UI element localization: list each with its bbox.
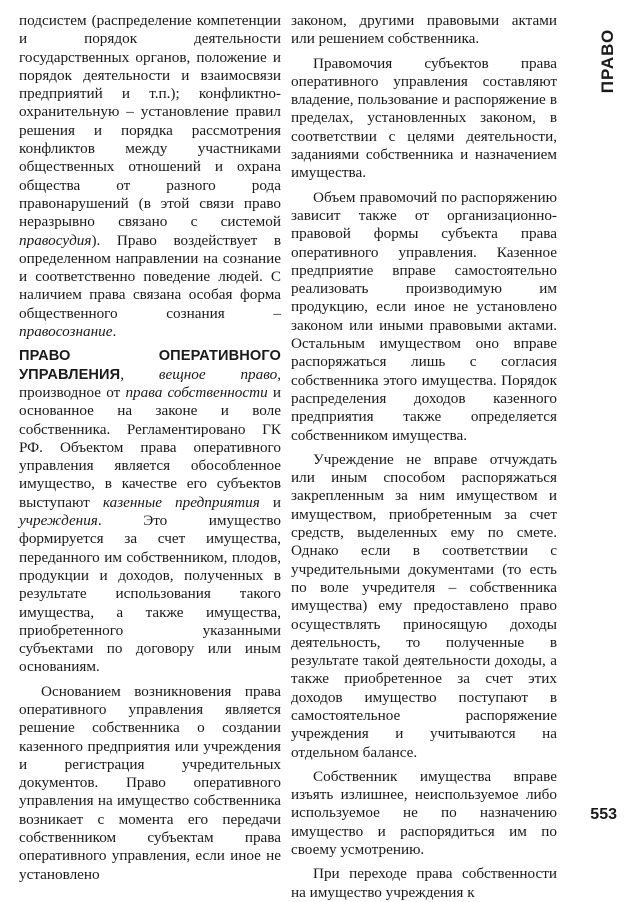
- section-label: [593, 26, 623, 96]
- cross-reference[interactable]: права собственности: [125, 383, 268, 401]
- page-number: 553: [590, 806, 617, 823]
- paragraph-text: подсистем (распределение компетенции и порядок деятельности государственных органов, положение и порядок деятельности и взаимосвязи предприятий и т.п.); конфликтно-охранительную – установление правил решения и порядка рассмотрения конфликтов между участниками общественных отношений и охрана общества от разного рода правонарушений (в этой связи право неразрывно связано с системой: [19, 12, 281, 231]
- cross-reference[interactable]: правосудия: [19, 231, 92, 249]
- entry-text: ,: [120, 365, 159, 383]
- entry-text: и основанное на законе и воле собственника. Регламентировано ГК РФ. Объектом права оперативного управления является обособленное имущество, в качестве его субъектов выступают: [19, 383, 281, 511]
- right-column: [291, 12, 557, 902]
- paragraph-continuation: [19, 12, 281, 341]
- paragraph: Основанием возникновения права оперативного управления является решение собственника о создании казенного предприятия или учреждения и регистрация учредительных документов. Право оперативного управления на имущество собственника возникает с момента его передачи собственником субъектам права оперативного управления, если иное не установлено: [19, 682, 281, 883]
- cross-reference[interactable]: казенные предприятия: [102, 493, 260, 511]
- paragraph: Учреждение не вправе отчуждать или иным способом распоряжаться закрепленным за ним имуществом и имуществом, приобретенным за счет средств, выделенных ему по смете. Однако если в соответствии с учредительными документами (то есть по воле учредителя – собственника имущества) ему предоставлено право осуществлять приносящую доходы деятельность, то полученные в результате такой деятельности доходы, а также приобретенное за счет этих доходов имущество поступают в самостоятельное распоряжение учреждения и учитываются на отдельном балансе.: [291, 450, 557, 761]
- cross-reference[interactable]: учреждения: [19, 512, 98, 530]
- entry-text: . Это имущество формируется за счет имущества, переданного им собственником, плодов, продукции и доходов, полученных в результате использования такого имущества, а также имущества, приобретенного указанными субъектами по договору или иным основаниям.: [19, 512, 281, 676]
- section-label-text: ПРАВО: [598, 28, 618, 94]
- entry-headword: ПРАВО ОПЕРАТИВНОГО УПРАВЛЕНИЯ: [19, 348, 281, 383]
- entry-text: и: [259, 493, 281, 511]
- left-column: [19, 12, 281, 884]
- paragraph-text: ). Право воздействует в определенном направлении на сознание и соответственно поведение людей. С наличием права связана особая форма общественного сознания –: [19, 231, 281, 322]
- paragraph: Правомочия субъектов права оперативного управления составляют владение, пользование и распоряжение в пределах, установленных законом, в соответствии с целями деятельности, заданиями собственника и назначением имущества.: [291, 54, 557, 182]
- cross-reference[interactable]: правосознание: [19, 323, 113, 341]
- cross-reference[interactable]: вещное право: [158, 365, 278, 383]
- entry-text: , производное от: [19, 365, 282, 401]
- dictionary-entry: [19, 347, 281, 676]
- paragraph: При переходе права собственности на имущество учреждения к: [291, 865, 557, 901]
- paragraph-text: .: [112, 323, 117, 341]
- paragraph: Объем правомочий по распоряжению зависит также от организационно-правовой формы субъекта права оперативного управления. Казенное предприятие вправе самостоятельно реализовать производимую им продукцию, если иное не установлено законом или иными правовыми актами. Остальным имуществом оно вправе распоряжаться лишь с согласия собственника этого имущества. Порядок распределения доходов казенного предприятия также определяется собственником имущества.: [291, 188, 557, 444]
- paragraph: Собственник имущества вправе изъять излишнее, неиспользуемое либо используемое не по назначению имущество и распорядиться им по своему усмотрению.: [291, 767, 557, 859]
- paragraph-continuation: законом, другими правовыми актами или решением собственника.: [291, 12, 557, 48]
